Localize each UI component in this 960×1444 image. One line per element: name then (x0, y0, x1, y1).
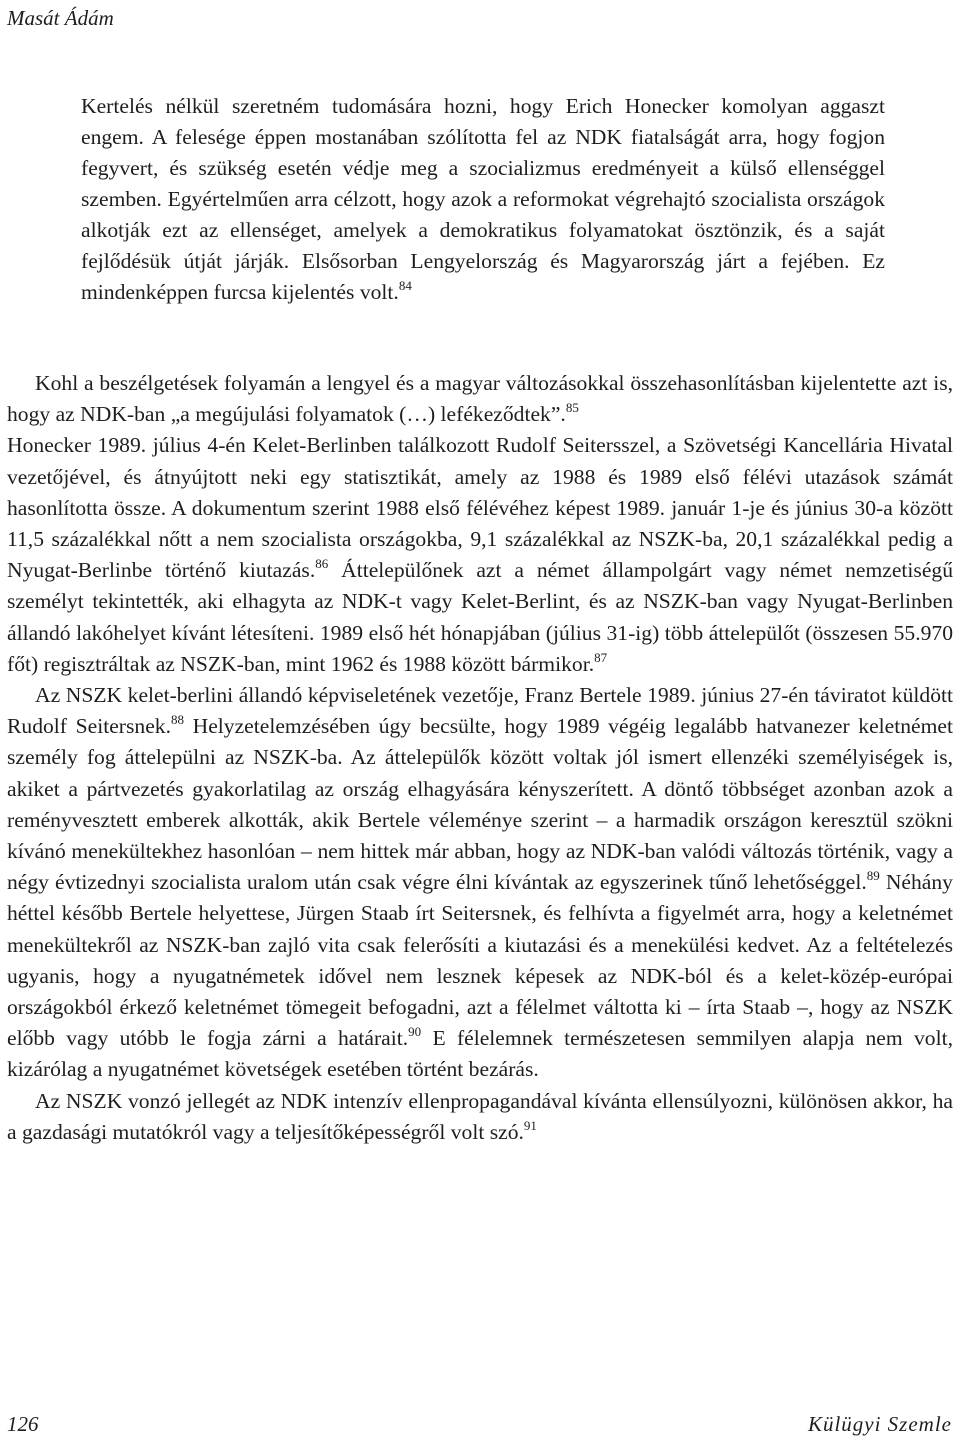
footnote-ref: 85 (565, 400, 579, 416)
page-number: 126 (7, 1412, 39, 1436)
paragraph-3-text-4: E félelemnek természetesen semmilyen alapja nem volt, kizárólag a nyugatnémet követségek esetében történt bezárás. (7, 1026, 953, 1082)
paragraph-4 (7, 1086, 953, 1148)
block-quote (81, 91, 885, 308)
quote-text: Kertelés nélkül szeretném tudomására hozni, hogy Erich Honecker komolyan aggaszt engem. A felesége éppen mostanában szólította fel az NDK fiatalságát arra, hogy fogjon fegyvert, és szükség esetén védje meg a szocializmus eredményeit a külső ellenséggel szemben. Egyértelműen arra célzott, hogy azok a reformokat végrehajtó szocialista országok alkotják ezt az ellenséget, amelyek a demokratikus folyamatokat ösztönzik, és a saját fejlődésük útját járják. Elsősorban Lengyelország és Magyarország járt a fejében. Ez mindenképpen furcsa kijelentés volt. (81, 94, 885, 304)
paragraph-2-text-2: Áttelepülőnek azt a német állampolgárt vagy német nemzetiségű személyt tekintették, aki elhagyta az NDK-t vagy Kelet-Berlint, és az NSZK-ban vagy Nyugat-Berlinben állandó lakóhelyet kívánt létesíteni. 1989 első hét hónapjában (július 31-ig) több áttelepülőt (összesen 55.970 főt) regisztráltak az NSZK-ban, mint 1962 és 1988 között bármikor. (7, 558, 953, 676)
footnote-ref: 88 (170, 712, 184, 728)
footnote-ref: 90 (408, 1024, 422, 1040)
running-footer-journal: Külügyi Szemle (807, 1412, 952, 1436)
paragraph-4-text: Az NSZK vonzó jellegét az NDK intenzív ellenpropagandával kívánta ellensúlyozni, különösen akkor, ha a gazdasági mutatókról vagy a teljesítőképességről volt szó. (7, 1088, 953, 1144)
footnote-ref: 84 (398, 278, 412, 293)
paragraph-2 (7, 430, 953, 680)
footnote-ref: 87 (594, 649, 608, 665)
paragraph-1 (7, 368, 953, 430)
footnote-ref: 91 (523, 1117, 537, 1133)
footnote-ref: 89 (866, 868, 880, 884)
quote-paragraph (81, 91, 885, 308)
paragraph-3-text-3: Néhány héttel később Bertele helyettese, Jürgen Staab írt Seitersnek, és felhívta a figyelmét arra, hogy a keletnémet menekültekről az NSZK-ban zajló vita csak felerősíti a kiutazási és a menekülési kedvet. Az a feltételezés ugyanis, hogy a nyugatnémetek idővel nem lesznek képesek az NDK-ból és a kelet-közép-európai országokból érkező keletnémet tömegeit befogadni, azt a félelmet váltotta ki – írta Staab –, hogy az NSZK előbb vagy utóbb le fogja zárni a határait. (7, 870, 953, 1051)
paragraph-3-text-2: Helyzetelemzésében úgy becsülte, hogy 1989 végéig legalább hatvanezer keletnémet személy fog áttelepülni az NSZK-ba. Az áttelepülők között voltak jól ismert ellenzéki személyiségek is, akiket a pártvezetés gyakorlatilag az ország elhagyására kényszerített. A döntő többséget azonban azok a reményvesztett emberek alkották, akik Bertele véleménye szerint – a harmadik országon keresztül szökni kívánó menekültekhez hasonlóan – nem hittek már abban, hogy az NDK-ban valódi változás történik, vagy a négy évtizednyi szocialista uralom után csak végre élni kívántak az egyszerinek tűnő lehetőséggel. (7, 714, 954, 895)
running-header-author: Masát Ádám (7, 6, 114, 30)
footnote-ref: 86 (315, 556, 329, 572)
body-text (7, 368, 953, 1148)
paragraph-3-text-1: Az NSZK kelet-berlini állandó képviseletének vezetője, Franz Bertele 1989. június 27-én táviratot küldött Rudolf Seitersnek. (7, 683, 953, 739)
paragraph-2-text-1: Honecker 1989. július 4-én Kelet-Berlinben találkozott Rudolf Seitersszel, a Szövetségi Kancellária Hivatal vezetőjével, és átnyújtott neki egy statisztikát, amely az 1988 és 1989 első félévi utazások számát hasonlította össze. A dokumentum szerint 1988 első félévéhez képest 1989. január 1-je és június 30-a között 11,5 százalékkal nőtt a nem szocialista országokba, 9,1 százalékkal az NSZK-ba, 20,1 százalékkal pedig a Nyugat-Berlinbe történő kiutazás. (7, 433, 953, 583)
paragraph-3 (7, 680, 953, 1086)
paragraph-1-text: Kohl a beszélgetések folyamán a lengyel és a magyar változásokkal összehasonlításban kijelentette azt is, hogy az NDK-ban „a megújulási folyamatok (…) lefékeződtek”. (7, 371, 953, 427)
